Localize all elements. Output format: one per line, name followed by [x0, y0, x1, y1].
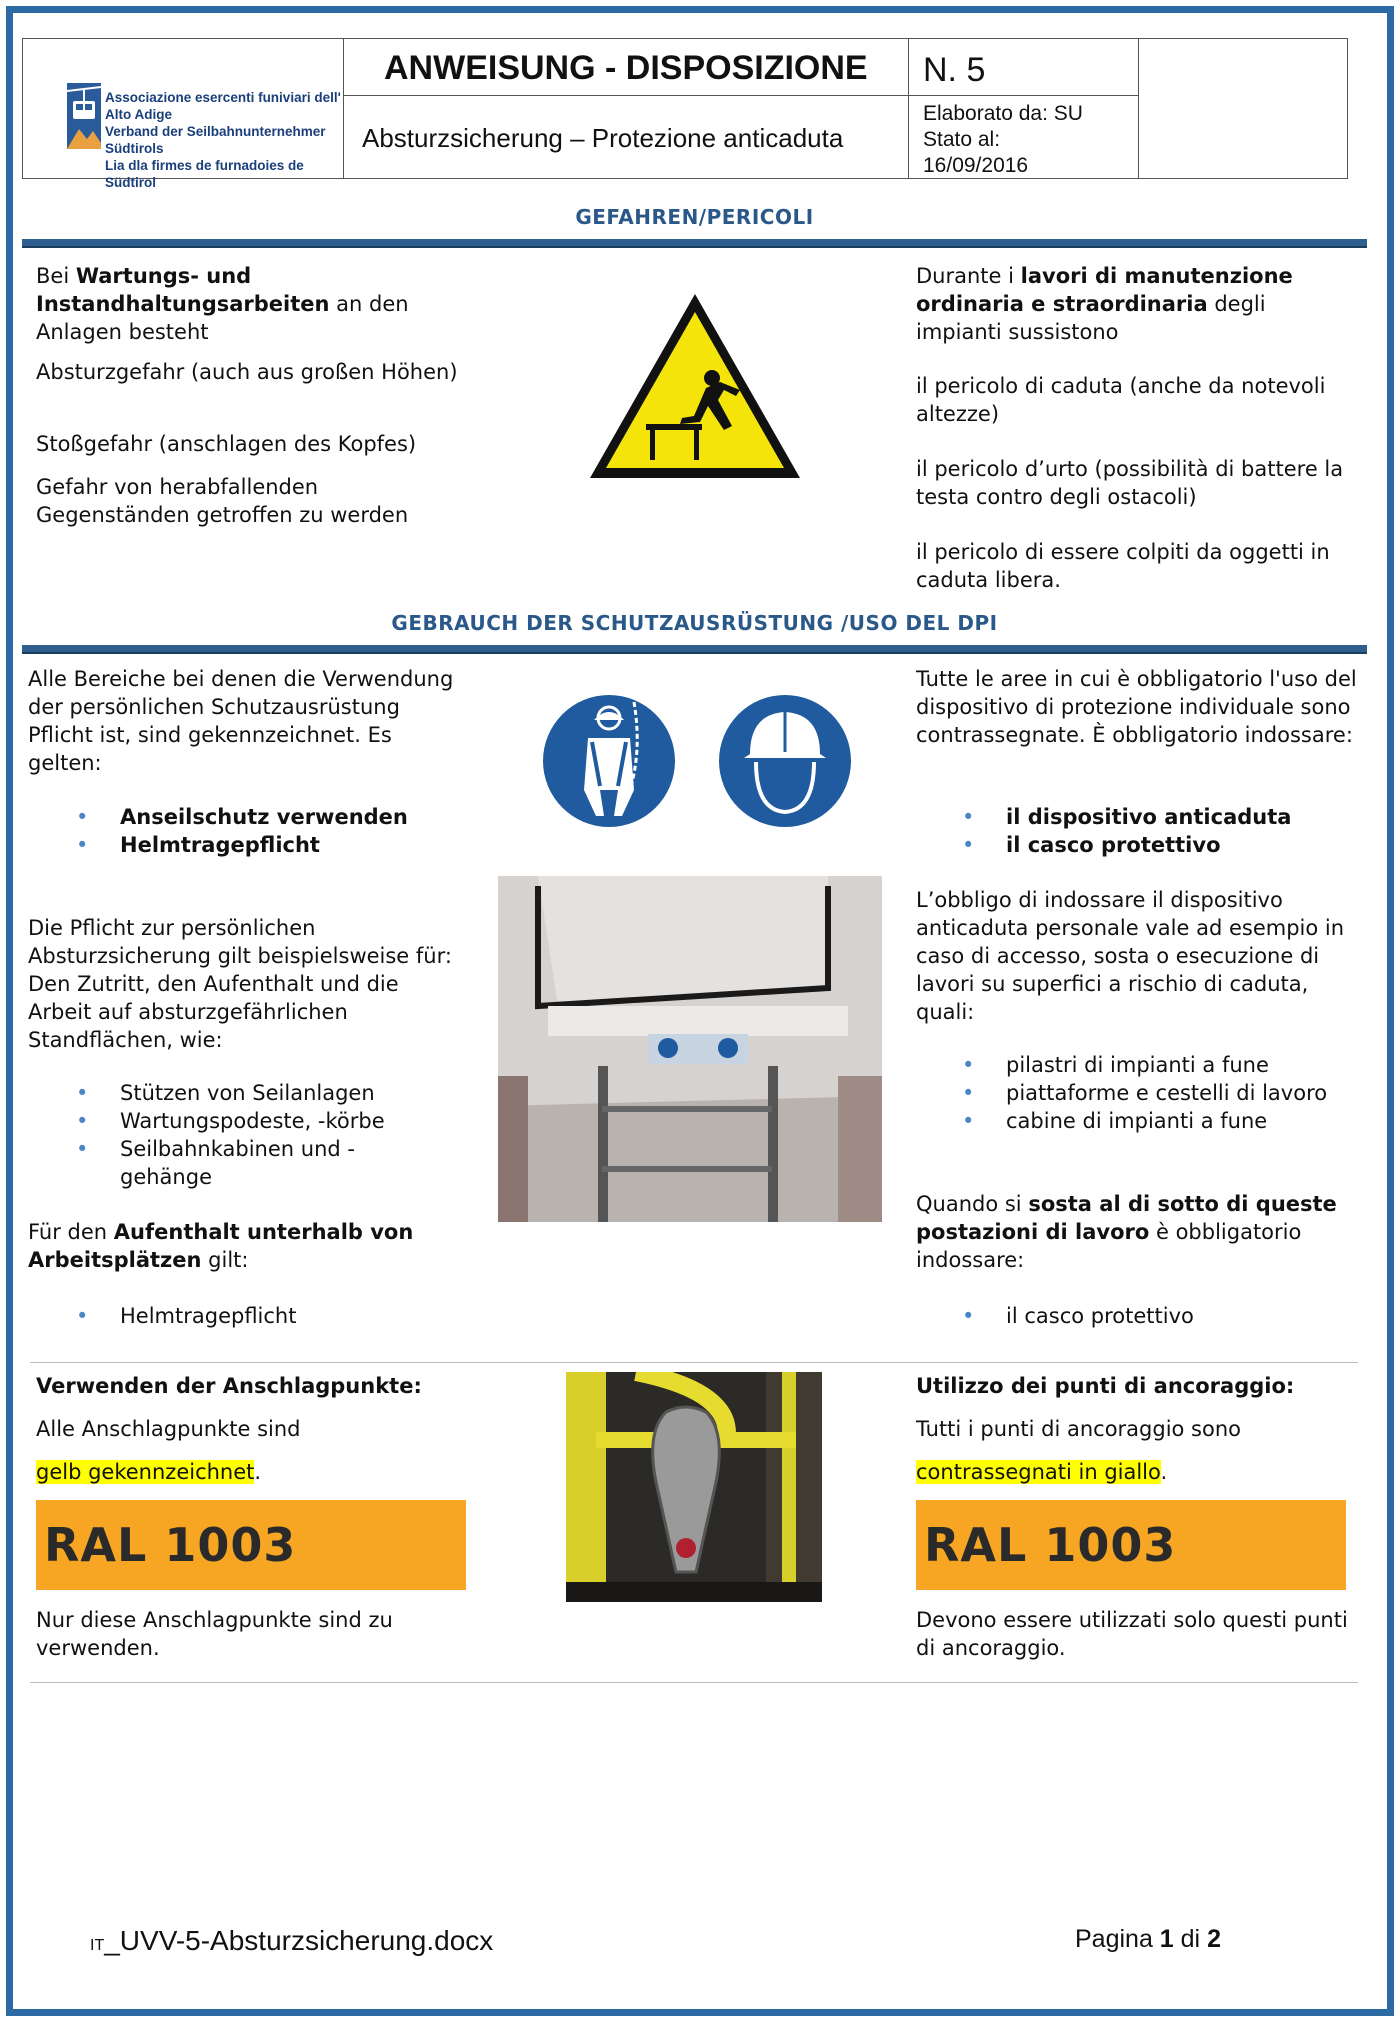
- ral-swatch-it: [916, 1500, 1346, 1590]
- text-bold: Verwenden der Anschlagpunkte:: [36, 1374, 422, 1398]
- place-de-3: [76, 1135, 400, 1191]
- ral-label: RAL 1003: [44, 1518, 297, 1572]
- anchor-heading-it: [916, 1372, 1366, 1400]
- place-it-2: [962, 1079, 1328, 1107]
- bullet-dot: •: [76, 1081, 89, 1105]
- bullet-dot: •: [76, 833, 89, 857]
- document-header: [22, 38, 1348, 190]
- text-fragment: .: [254, 1460, 262, 1484]
- bullet-dot: •: [76, 805, 89, 829]
- bullet-text: Wartungspodeste, -körbe: [120, 1109, 385, 1133]
- ppe-intro-it: Tutte le aree in cui è obbligatorio l'uso del dispositivo di protezione individuale sono contrassegnate. È obbligatorio indossare:: [916, 667, 1357, 747]
- hazard-item-de-3: Gefahr von herabfallenden Gegenständen getroffen zu werden: [36, 475, 409, 527]
- org-name-it: Associazione esercenti funiviari dell' Alto Adige: [105, 90, 341, 122]
- text-fragment: degli impianti sussistono: [916, 292, 1266, 344]
- anchor-line-it: Tutti i punti di ancoraggio sono: [916, 1417, 1242, 1441]
- bullet-text: piattaforme e cestelli di lavoro: [1006, 1081, 1328, 1105]
- elaborated-by: Elaborato da: SU: [923, 102, 1083, 125]
- text-fragment: .: [1160, 1460, 1168, 1484]
- org-name-de: Verband der Seilbahnunternehmer Südtirols: [105, 124, 326, 156]
- filename-prefix: IT: [90, 1937, 105, 1954]
- section-divider: [30, 1682, 1358, 1683]
- document-title: ANWEISUNG - DISPOSIZIONE: [384, 49, 868, 87]
- hazard-item-it-3: il pericolo di essere colpiti da oggetti in caduta libera.: [916, 540, 1330, 592]
- bullet-dot: •: [962, 1053, 975, 1077]
- text-fragment: Quando si: [916, 1192, 1029, 1216]
- bullet-text: il dispositivo anticaduta: [1006, 805, 1292, 829]
- bullet-dot: •: [962, 1081, 975, 1105]
- hazard-item-it-2: il pericolo d’urto (possibilità di battere la testa contro degli ostacoli): [916, 457, 1344, 509]
- below-bullet-de: [76, 1302, 297, 1330]
- text-bold: Wartungs- und Instandhaltungsarbeiten: [36, 264, 330, 316]
- text-bold: lavori di manutenzione ordinaria e straordinaria: [916, 264, 1293, 316]
- status-date: 16/09/2016: [923, 154, 1029, 177]
- anchor-note-it: Devono essere utilizzati solo questi punti di ancoraggio.: [916, 1608, 1348, 1660]
- number-cell: [908, 39, 1138, 178]
- place-de-2: [76, 1107, 420, 1135]
- harness-mandatory-icon: [538, 690, 680, 832]
- ceiling-hatch-photo: [498, 876, 882, 1222]
- hazard-item-de-2: Stoßgefahr (anschlagen des Kopfes): [36, 432, 417, 456]
- document-number: N. 5: [923, 51, 986, 89]
- ppe-bullet-it-2: [962, 831, 1221, 859]
- bullet-text: pilastri di impianti a fune: [1006, 1053, 1269, 1077]
- text-fragment: Pagina: [1075, 1925, 1160, 1953]
- bullet-text: Helmtragepflicht: [120, 1304, 297, 1328]
- document-subtitle: Absturzsicherung – Protezione anticaduta: [362, 123, 844, 153]
- bullet-dot: •: [962, 1304, 975, 1328]
- place-it-3: [962, 1107, 1268, 1135]
- bullet-text: il casco protettivo: [1006, 1304, 1194, 1328]
- footer-page-number: [1075, 1925, 1221, 1954]
- fall-protection-obligation-de: Die Pflicht zur persönlichen Absturzsicherung gilt beispielsweise für: Den Zutritt, den Aufenthalt und die Arbeit auf absturzgefährlichen Standflächen, wie:: [28, 916, 452, 1052]
- section-bar-hazards: [22, 194, 1367, 248]
- ceiling-hatch-illustration: [498, 876, 882, 1222]
- ppe-intro-de: Alle Bereiche bei denen die Verwendung der persönlichen Schutzausrüstung Pflicht ist, sind gekennzeichnet. Es gelten:: [28, 667, 454, 775]
- fall-protection-obligation-it: L’obbligo di indossare il dispositivo anticaduta personale vale ad esempio in caso di accesso, sosta o esecuzione di lavori su superfici a rischio di caduta, quali:: [916, 888, 1345, 1024]
- text-bold: sosta al di sotto di queste postazioni di lavoro: [916, 1192, 1337, 1244]
- bullet-text: Stützen von Seilanlagen: [120, 1081, 375, 1105]
- section-divider: [30, 1362, 1358, 1363]
- bullet-dot: •: [76, 1304, 89, 1328]
- text-fragment: di: [1173, 1925, 1208, 1953]
- anchor-carabiner-illustration: [566, 1372, 822, 1602]
- hazards-intro-it: [916, 262, 1356, 346]
- text-fragment: è obbligatorio indossare:: [916, 1220, 1302, 1272]
- anchor-note-de: Nur diese Anschlagpunkte sind zu verwenden.: [36, 1608, 393, 1660]
- status-label: Stato al:: [923, 128, 1001, 151]
- org-name-lad: Lia dla firmes de furnadoies de Südtirol: [105, 158, 304, 190]
- cable-car-logo-icon: [67, 83, 101, 149]
- bullet-dot: •: [962, 833, 975, 857]
- bullet-dot: •: [76, 1109, 89, 1133]
- footer-filename: [90, 1925, 493, 1957]
- bullet-dot: •: [76, 1137, 89, 1161]
- ppe-bullet-de-1: [76, 803, 408, 831]
- bullet-text: il casco protettivo: [1006, 833, 1221, 857]
- bullet-dot: •: [962, 1109, 975, 1133]
- text-fragment: Durante i: [916, 264, 1021, 288]
- bullet-text: cabine di impianti a fune: [1006, 1109, 1268, 1133]
- bar-underline: [22, 645, 1367, 652]
- bullet-text: Seilbahnkabinen und -gehänge: [120, 1137, 355, 1189]
- hazard-item-de-1: Absturzgefahr (auch aus großen Höhen): [36, 360, 458, 384]
- bullet-text: Anseilschutz verwenden: [120, 805, 408, 829]
- text-fragment: gilt:: [201, 1248, 249, 1272]
- bullet-text: Helmtragepflicht: [120, 833, 320, 857]
- ral-swatch-de: [36, 1500, 466, 1590]
- anchor-line-de: Alle Anschlagpunkte sind: [36, 1417, 301, 1441]
- organization-names: [105, 89, 343, 191]
- below-work-it: [916, 1190, 1356, 1274]
- empty-cell: [1138, 39, 1347, 178]
- text-fragment: Für den: [28, 1220, 114, 1244]
- text-bold: Utilizzo dei punti di ancoraggio:: [916, 1374, 1295, 1398]
- bullet-dot: •: [962, 805, 975, 829]
- below-work-de: [28, 1218, 468, 1274]
- bar-underline: [22, 239, 1367, 246]
- text-fragment: Bei: [36, 264, 76, 288]
- anchor-carabiner-photo: [566, 1372, 822, 1602]
- helmet-mandatory-icon: [714, 690, 856, 832]
- text-bold: Aufenthalt unterhalb von Arbeitsplätzen: [28, 1220, 414, 1272]
- anchor-highlight-de: [36, 1458, 476, 1486]
- title-cell: [343, 39, 908, 178]
- filename-text: _UVV-5-Absturzsicherung.docx: [104, 1925, 494, 1956]
- fall-hazard-warning-icon: [586, 290, 804, 482]
- page-current: 1: [1159, 1925, 1174, 1953]
- header-divider: [343, 95, 1138, 96]
- highlighted-text: contrassegnati in giallo: [916, 1460, 1161, 1484]
- highlighted-text: gelb gekennzeichnet: [36, 1460, 255, 1484]
- section-bar-ppe: [22, 600, 1367, 654]
- anchor-heading-de: [36, 1372, 476, 1400]
- ppe-bullet-de-2: [76, 831, 320, 859]
- hazard-item-it-1: il pericolo di caduta (anche da notevoli altezze): [916, 374, 1326, 426]
- page-total: 2: [1207, 1925, 1221, 1953]
- section-title-ppe: GEBRAUCH DER SCHUTZAUSRÜSTUNG /USO DEL DPI: [22, 600, 1367, 647]
- section-title-hazards: GEFAHREN/PERICOLI: [22, 194, 1367, 241]
- anchor-highlight-it: [916, 1458, 1366, 1486]
- place-it-1: [962, 1051, 1269, 1079]
- ppe-bullet-it-1: [962, 803, 1292, 831]
- place-de-1: [76, 1079, 420, 1107]
- below-bullet-it: [962, 1302, 1194, 1330]
- document-meta: [923, 101, 1083, 179]
- ral-label: RAL 1003: [924, 1518, 1177, 1572]
- logo-cell: [23, 39, 343, 190]
- text-fragment: an den Anlagen besteht: [36, 292, 409, 344]
- hazards-intro-de: [36, 262, 476, 346]
